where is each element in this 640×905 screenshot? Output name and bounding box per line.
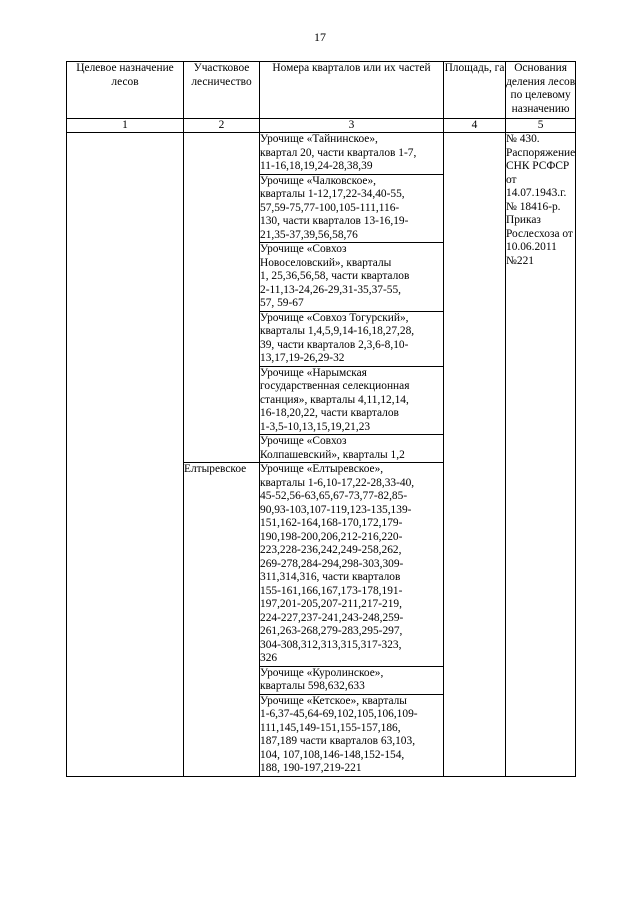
basis-cell — [506, 133, 576, 777]
text-line: 13,17,19-26,29-32 — [260, 352, 345, 364]
text-line: 1, 25,36,56,58, части кварталов — [260, 270, 410, 282]
area-cell — [444, 133, 506, 777]
text-line: 224-227,237-241,243-248,259- — [260, 611, 404, 624]
quarters-cell — [260, 694, 444, 776]
column-number: 5 — [506, 119, 576, 133]
purpose-cell — [67, 133, 184, 777]
forestry-cell: Елтыревское — [184, 463, 260, 777]
text-line: Рослесхоза от — [506, 227, 573, 240]
header-row — [67, 62, 576, 119]
column-number: 4 — [444, 119, 506, 133]
header-purpose: Целевое назначение лесов — [67, 62, 184, 119]
quarters-cell — [260, 463, 444, 667]
text-line: 111,145,149-151,155-157,186, — [260, 721, 401, 734]
text-line: СНК РСФСР — [506, 160, 570, 172]
text-line: Урочище «Нарымская — [260, 366, 367, 379]
quarters-cell — [260, 243, 444, 312]
text-line: кварталы 1,4,5,9,14-16,18,27,28, — [260, 325, 415, 337]
quarters-cell — [260, 666, 444, 694]
text-line: 39, части кварталов 2,3,6-8,10- — [260, 338, 409, 351]
header-quarters: Номера кварталов или их частей — [260, 62, 444, 119]
text-line: 1-6,37-45,64-69,102,105,106,109- — [260, 708, 418, 720]
text-line: № 430. — [506, 133, 540, 145]
quarters-cell — [260, 311, 444, 366]
column-number: 3 — [260, 119, 444, 133]
text-line: 151,162-164,168-170,172,179- — [260, 517, 403, 529]
text-line: Колпашевский», кварталы 1,2 — [260, 448, 405, 461]
text-line: 2-11,13-24,26-29,31-35,37-55, — [260, 283, 401, 296]
text-line: 223,228-236,242,249-258,262, — [260, 544, 402, 556]
header-area: Площадь, га — [444, 62, 506, 119]
text-line: 304-308,312,313,315,317-323, — [260, 638, 402, 651]
text-line: 197,201-205,207-211,217-219, — [260, 598, 402, 610]
quarters-cell — [260, 133, 444, 175]
text-line: кварталы 1-6,10-17,22-28,33-40, — [260, 476, 415, 489]
text-line: 326 — [260, 652, 278, 664]
quarters-cell — [260, 435, 444, 463]
text-line: 269-278,284-294,298-303,309- — [260, 557, 404, 570]
text-line: 57,59-75,77-100,105-111,116- — [260, 201, 400, 214]
text-line: 11-16,18,19,24-28,38,39 — [260, 160, 373, 172]
text-line: 16-18,20,22, части кварталов — [260, 407, 399, 419]
text-line: Урочище «Совхоз — [260, 243, 347, 255]
page-number: 17 — [314, 30, 326, 44]
text-line: Распоряжение — [506, 146, 576, 159]
text-line: №221 — [506, 254, 534, 267]
text-line: 188, 190-197,219-221 — [260, 762, 362, 774]
text-line: 21,35-37,39,56,58,76 — [260, 228, 358, 241]
column-number-row — [67, 119, 576, 133]
text-line: 57, 59-67 — [260, 297, 304, 309]
header-basis: Основания деления лесов по целевому назначению — [506, 62, 576, 119]
text-line: 1-3,5-10,13,15,19,21,23 — [260, 420, 371, 433]
column-number: 1 — [67, 119, 184, 133]
text-line: 10.06.2011 — [506, 241, 557, 253]
text-line: Урочище «Совхоз — [260, 435, 347, 447]
text-line: 190,198-200,206,212-216,220- — [260, 530, 403, 543]
text-line: 130, части кварталов 13-16,19- — [260, 215, 409, 227]
text-line: кварталы 1-12,17,22-34,40-55, — [260, 188, 405, 200]
text-line: от — [506, 173, 517, 186]
text-line: Урочище «Тайнинское», — [260, 133, 378, 145]
text-line: 104, 107,108,146-148,152-154, — [260, 748, 405, 761]
text-line: 261,263-268,279-283,295-297, — [260, 625, 403, 637]
text-line: Урочище «Елтыревское», — [260, 463, 384, 475]
text-line: Урочище «Кетское», кварталы — [260, 694, 407, 707]
header-forestry: Участковое лесничество — [184, 62, 260, 119]
text-line: 155-161,166,167,173-178,191- — [260, 584, 403, 597]
text-line: государственная селекционная — [260, 380, 410, 392]
table-row — [67, 133, 576, 175]
text-line: кварталы 598,632,633 — [260, 680, 365, 692]
text-line: 311,314,316, части кварталов — [260, 571, 401, 583]
text-line: станция», кварталы 4,11,12,14, — [260, 393, 409, 406]
text-line: Приказ — [506, 214, 541, 226]
forest-table — [66, 61, 576, 777]
text-line: 90,93-103,107-119,123-135,139- — [260, 503, 412, 516]
text-line: Новоселовский», кварталы — [260, 256, 392, 269]
text-line: 14.07.1943.г. — [506, 187, 567, 199]
text-line: 187,189 части кварталов 63,103, — [260, 735, 416, 747]
quarters-cell — [260, 174, 444, 243]
text-line: Урочище «Чалковское», — [260, 174, 377, 187]
text-line: 45-52,56-63,65,67-73,77-82,85- — [260, 490, 408, 502]
text-line: Урочище «Совхоз Тогурский», — [260, 311, 409, 324]
text-line: Урочище «Куролинское», — [260, 666, 384, 679]
column-number: 2 — [184, 119, 260, 133]
forestry-cell-empty — [184, 133, 260, 463]
quarters-cell — [260, 366, 444, 435]
text-line: квартал 20, части кварталов 1-7, — [260, 146, 417, 159]
text-line: № 18416-р. — [506, 200, 561, 213]
